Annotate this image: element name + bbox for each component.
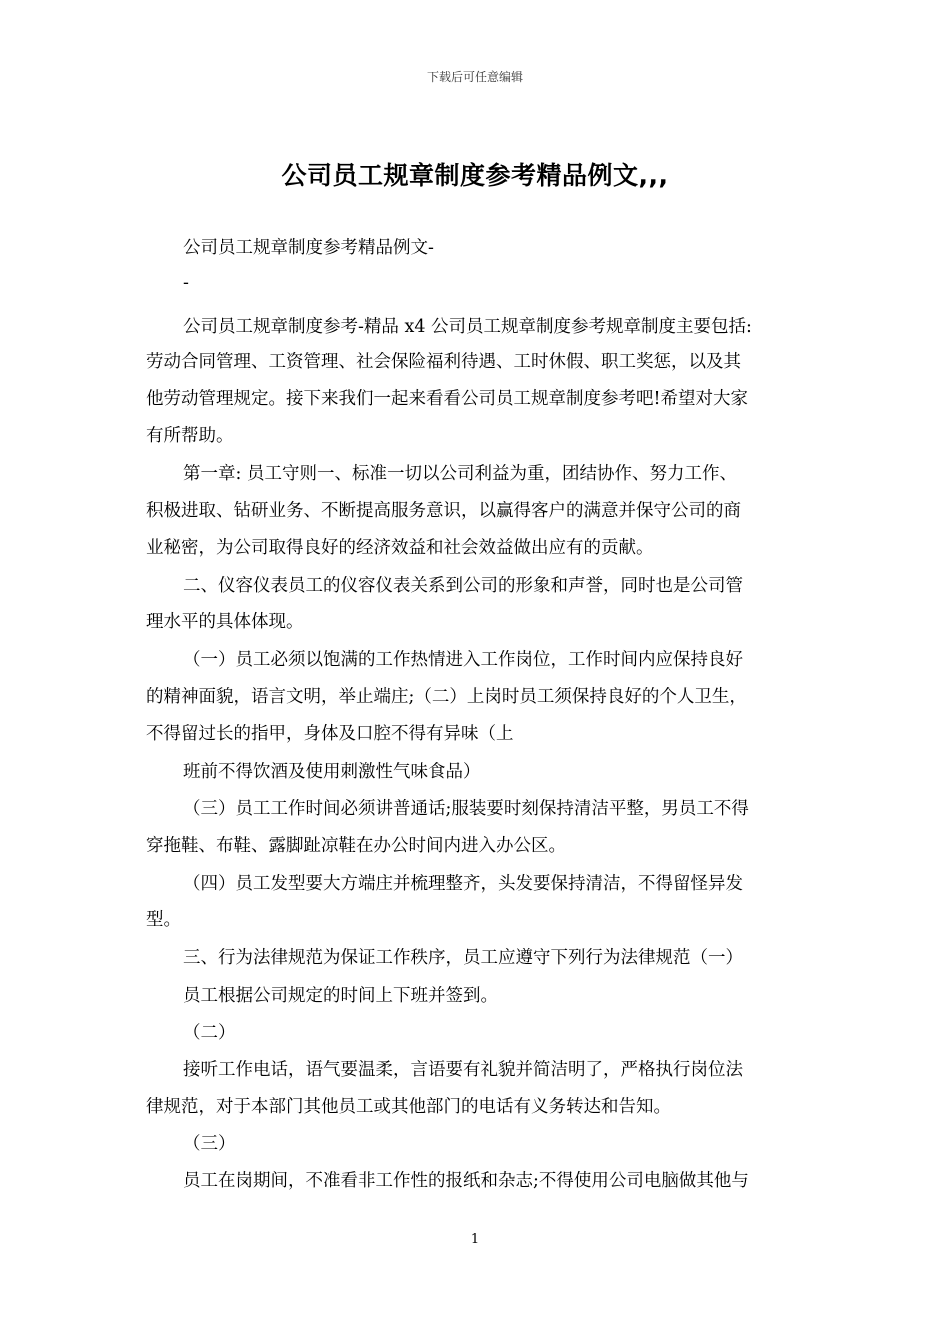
- body-line: 劳动合同管理、工资管理、社会保险福利待遇、工时休假、职工奖惩，以及其: [146, 352, 741, 372]
- body-line: 的精神面貌，语言文明，举止端庄;（二）上岗时员工须保持良好的个人卫生，: [146, 687, 747, 707]
- body-line: 有所帮助。: [146, 426, 234, 446]
- body-line: 型。: [146, 910, 181, 930]
- body-line: 积极进取、钻研业务、不断提高服务意识，以赢得客户的满意并保守公司的商: [146, 501, 741, 521]
- body-line: 穿拖鞋、布鞋、露脚趾凉鞋在办公时间内进入办公区。: [146, 836, 566, 856]
- body-line: 班前不得饮酒及使用刺激性气味食品）: [183, 762, 481, 782]
- body-line: 业秘密，为公司取得良好的经济效益和社会效益做出应有的贡献。: [146, 538, 654, 558]
- body-line: 员工在岗期间，不准看非工作性的报纸和杂志;不得使用公司电脑做其他与: [183, 1171, 749, 1191]
- body-line: 他劳动管理规定。接下来我们一起来看看公司员工规章制度参考吧!希望对大家: [146, 389, 749, 409]
- body-line: （二）: [183, 1023, 236, 1043]
- body-line: 第一章: 员工守则一、标准一切以公司利益为重，团结协作、努力工作、: [183, 464, 737, 484]
- body-line: （四）员工发型要大方端庄并梳理整齐，头发要保持清洁，不得留怪异发: [183, 874, 743, 894]
- body-line: （三）: [183, 1134, 236, 1154]
- body-line: （一）员工必须以饱满的工作热情进入工作岗位，工作时间内应保持良好: [183, 650, 743, 670]
- body-line: 公司员工规章制度参考精品例文-: [183, 238, 434, 258]
- page-header: 下载后可任意编辑: [426, 70, 523, 84]
- body-line: 接听工作电话，语气要温柔，言语要有礼貌并简洁明了，严格执行岗位法: [183, 1060, 743, 1080]
- body-line: -: [183, 273, 189, 293]
- body-line: 律规范，对于本部门其他员工或其他部门的电话有义务转达和告知。: [146, 1097, 671, 1117]
- body-line: （三）员工工作时间必须讲普通话;服装要时刻保持清洁平整，男员工不得: [183, 799, 749, 819]
- body-line: 公司员工规章制度参考-精品 x4 公司员工规章制度参考规章制度主要包括:: [183, 317, 752, 337]
- page-number: 1: [470, 1232, 480, 1247]
- body-line: 三、行为法律规范为保证工作秩序，员工应遵守下列行为法律规范（一）: [183, 948, 743, 968]
- body-line: 员工根据公司规定的时间上下班并签到。: [183, 986, 498, 1006]
- body-line: 不得留过长的指甲，身体及口腔不得有异味（上: [146, 724, 514, 744]
- body-line: 理水平的具体体现。: [146, 612, 304, 632]
- body-line: 二、仪容仪表员工的仪容仪表关系到公司的形象和声誉，同时也是公司管: [183, 576, 743, 596]
- document-title: 公司员工规章制度参考精品例文,,,: [281, 161, 669, 190]
